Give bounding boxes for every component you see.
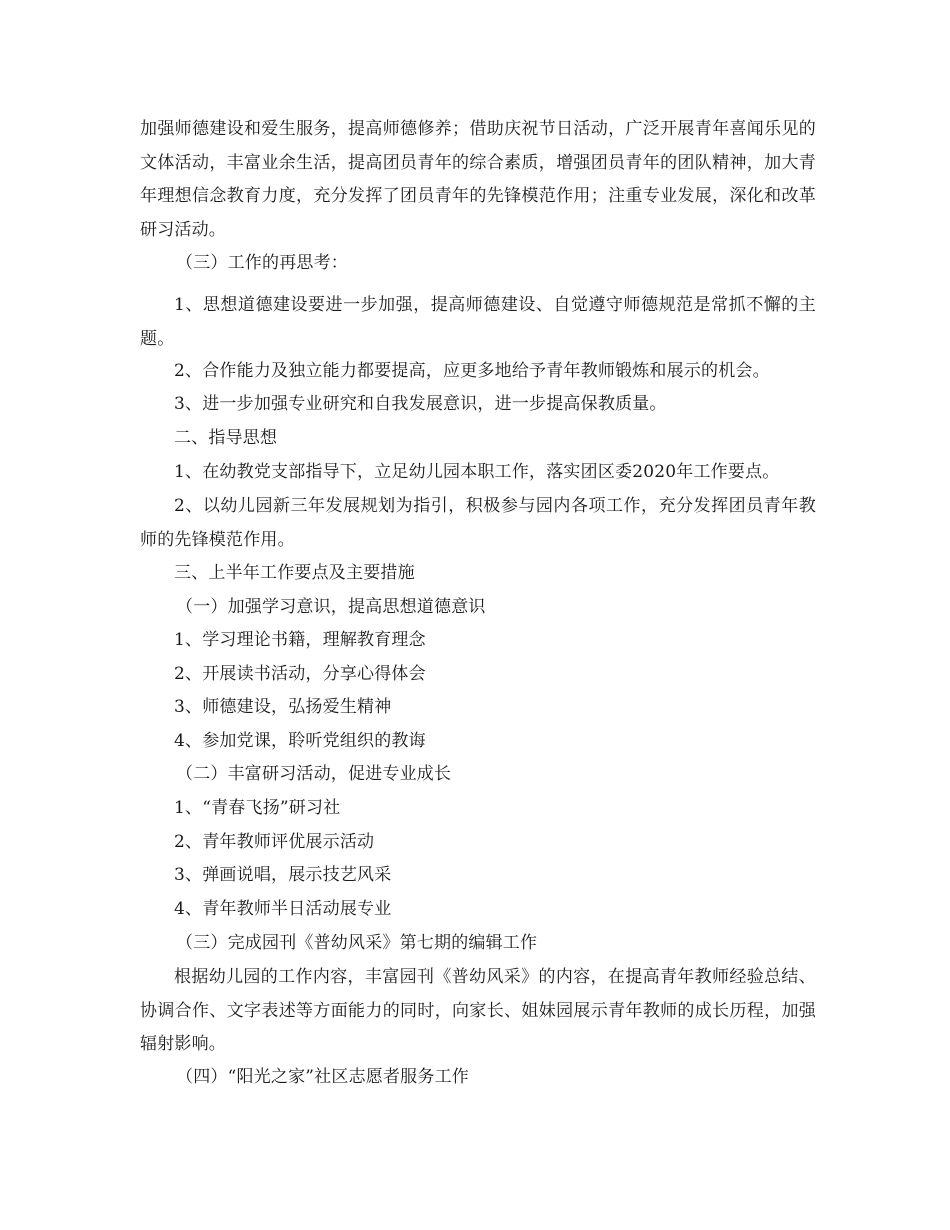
- heading-rethink: （三）工作的再思考：: [176, 253, 348, 273]
- subsection-heading: （一）加强学习意识，提高思想道德意识: [176, 597, 486, 617]
- list-item: 3、弹画说唱，展示技艺风采: [174, 865, 392, 885]
- list-item: 1、思想道德建设要进一步加强，提高师德建设、自觉遵守师德规范是常抓不懈的主题。: [140, 295, 816, 349]
- list-item: 1、在幼教党支部指导下，立足幼儿园本职工作，落实团区委2020年工作要点。: [174, 462, 780, 482]
- list-item: 1、学习理论书籍，理解教育理念: [174, 630, 426, 650]
- list-item: 3、师德建设，弘扬爱生精神: [174, 697, 392, 717]
- paragraph: 根据幼儿园的工作内容，丰富园刊《普幼风采》的内容，在提高青年教师经验总结、协调合作、文字表述等方面能力的同时，向家长、姐妹园展示青年教师的成长历程，加强辐射影响。: [140, 967, 816, 1054]
- list-item: 2、合作能力及独立能力都要提高，应更多地给予青年教师锻炼和展示的机会。: [174, 361, 770, 381]
- paragraph-continuation: 加强师德建设和爱生服务，提高师德修养；借助庆祝节日活动，广泛开展青年喜闻乐见的文体活动，丰富业余生活，提高团员青年的综合素质，增强团员青年的团队精神，加大青年理想信念教育力度，充分发挥了团员青年的先锋模范作用；注重专业发展，深化和改革研习活动。: [140, 119, 816, 240]
- subsection-heading: （三）完成园刊《普幼风采》第七期的编辑工作: [176, 933, 538, 953]
- section-heading: 三、上半年工作要点及主要措施: [174, 563, 415, 583]
- subsection-heading: （四）“阳光之家”社区志愿者服务工作: [176, 1067, 469, 1087]
- subsection-heading: （二）丰富研习活动，促进专业成长: [176, 764, 452, 784]
- list-item: 1、“青春飞扬”研习社: [174, 798, 341, 818]
- list-item: 2、开展读书活动，分享心得体会: [174, 664, 426, 684]
- list-item: 2、青年教师评优展示活动: [174, 832, 375, 852]
- list-item: 2、以幼儿园新三年发展规划为指引，积极参与园内各项工作，充分发挥团员青年教师的先锋模范作用。: [140, 496, 816, 550]
- section-heading: 二、指导思想: [174, 428, 278, 448]
- list-item: 4、青年教师半日活动展专业: [174, 899, 392, 919]
- list-item: 4、参加党课，聆听党组织的教诲: [174, 731, 426, 751]
- list-item: 3、进一步加强专业研究和自我发展意识，进一步提高保教质量。: [174, 394, 667, 414]
